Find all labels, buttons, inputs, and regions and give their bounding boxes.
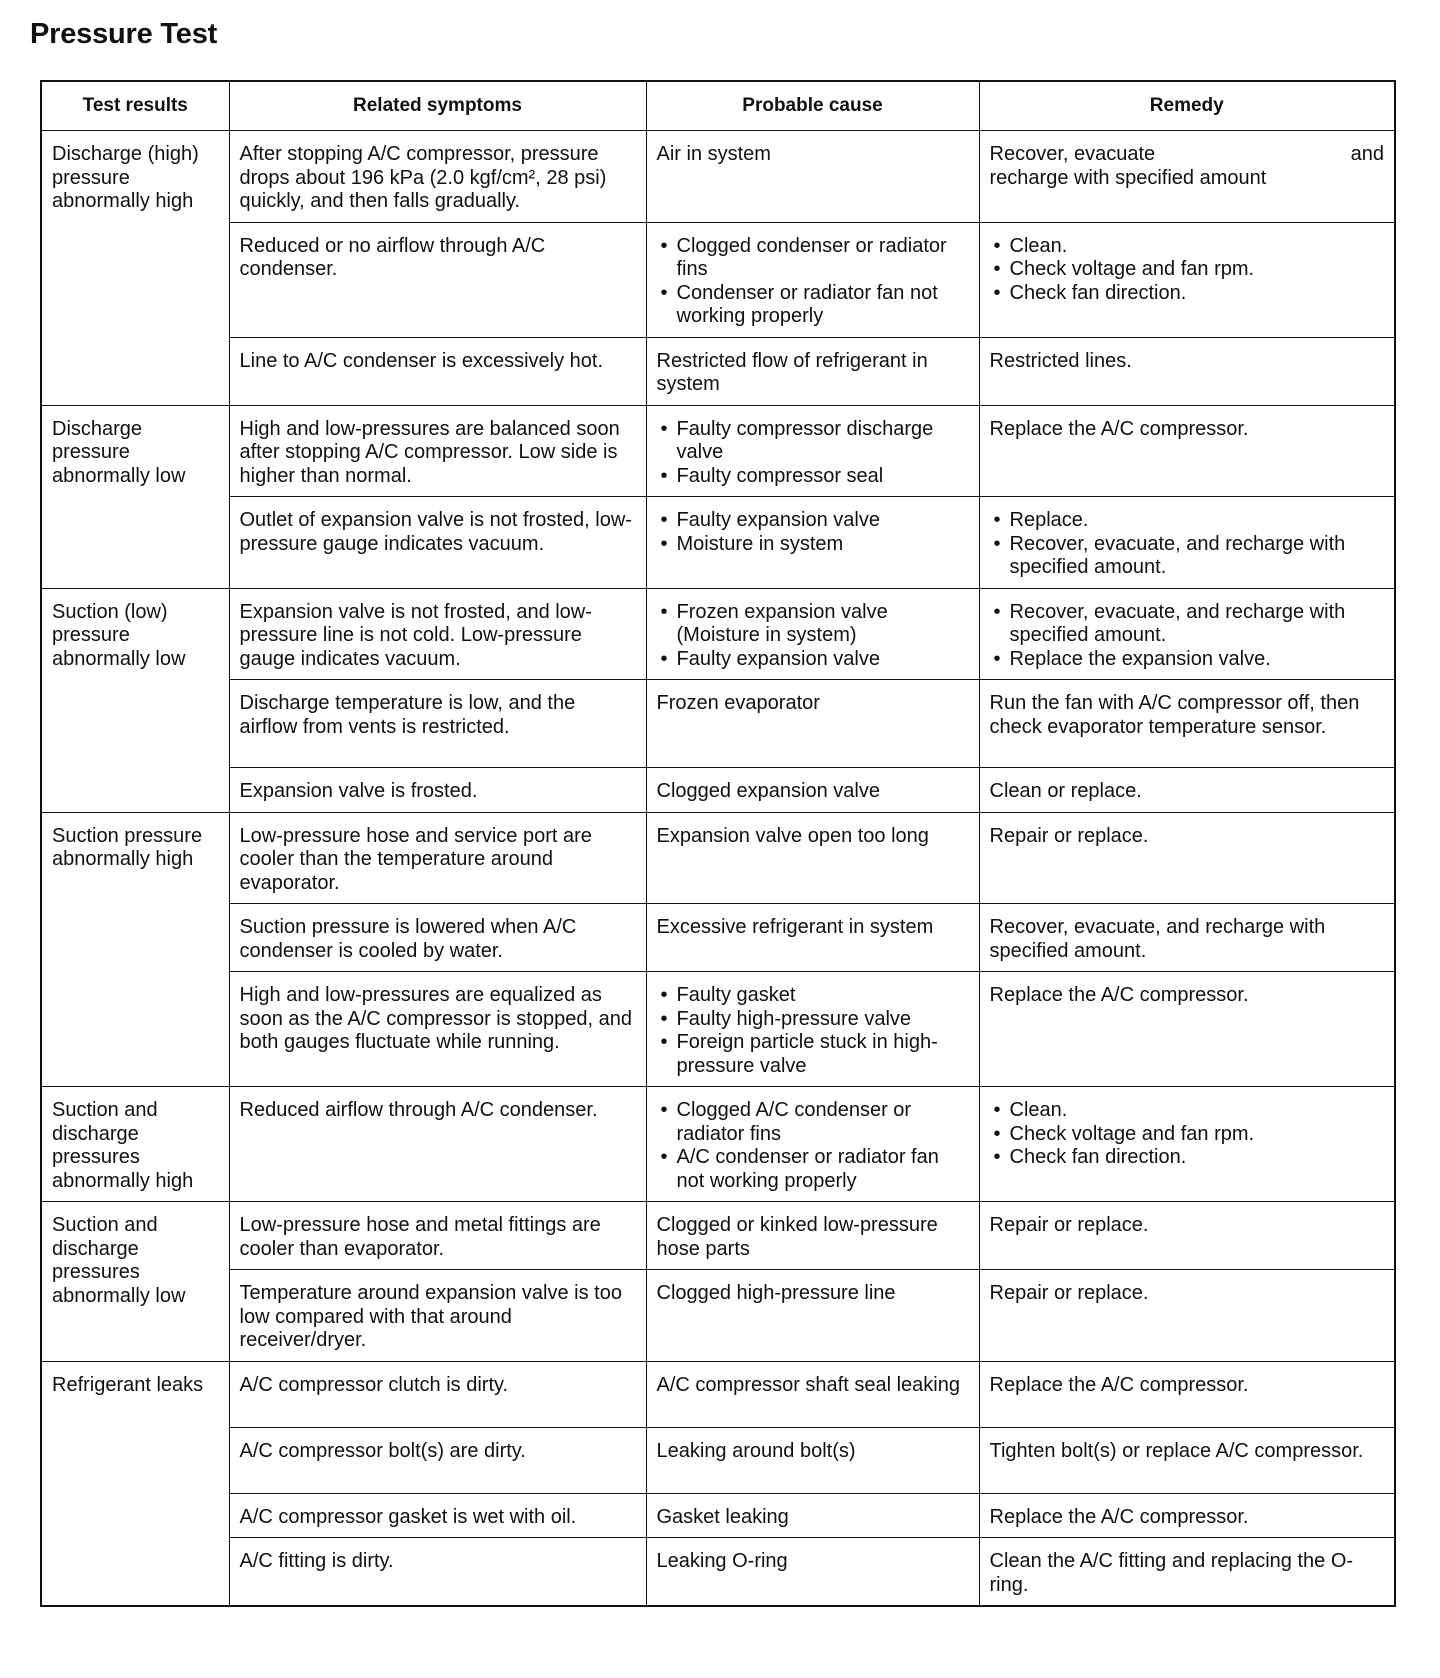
symptom-cell: Line to A/C condenser is excessively hot. bbox=[229, 337, 646, 405]
header-probable-cause: Probable cause bbox=[646, 81, 979, 131]
cause-list bbox=[657, 235, 969, 329]
test-result-cell: Suction (low) pressure abnormally low bbox=[41, 588, 229, 812]
cause-list bbox=[657, 1099, 969, 1193]
remedy-cell: Repair or replace. bbox=[979, 1270, 1395, 1362]
cause-cell bbox=[646, 972, 979, 1087]
remedy-cell: Repair or replace. bbox=[979, 1202, 1395, 1270]
remedy-cell bbox=[979, 497, 1395, 589]
table-row bbox=[41, 1493, 1395, 1538]
remedy-list bbox=[990, 509, 1385, 580]
list-item: • Faulty compressor seal bbox=[657, 465, 969, 489]
remedy-cell bbox=[979, 131, 1395, 223]
symptom-cell: Low-pressure hose and service port are cooler than the temperature around evaporator. bbox=[229, 812, 646, 904]
cause-cell: Excessive refrigerant in system bbox=[646, 904, 979, 972]
table-row bbox=[41, 131, 1395, 223]
remedy-cell bbox=[979, 588, 1395, 680]
list-item: • Clogged A/C condenser or radiator fins bbox=[657, 1099, 969, 1146]
symptom-cell: Outlet of expansion valve is not frosted, low-pressure gauge indicates vacuum. bbox=[229, 497, 646, 589]
table-row bbox=[41, 1202, 1395, 1270]
remedy-cell: Run the fan with A/C compressor off, then check evaporator temperature sensor. bbox=[979, 680, 1395, 768]
cause-cell bbox=[646, 405, 979, 497]
table-row bbox=[41, 972, 1395, 1087]
remedy-cell: Recover, evacuate, and recharge with specified amount. bbox=[979, 904, 1395, 972]
cause-cell: Gasket leaking bbox=[646, 1493, 979, 1538]
remedy-cell: Clean the A/C fitting and replacing the O-ring. bbox=[979, 1538, 1395, 1607]
pressure-test-table bbox=[40, 80, 1396, 1607]
list-item: • Faulty expansion valve bbox=[657, 509, 969, 533]
remedy-list bbox=[990, 235, 1385, 306]
list-item: • Clean. bbox=[990, 1099, 1385, 1123]
cause-list bbox=[657, 601, 969, 672]
remedy-cell: Tighten bolt(s) or replace A/C compressor. bbox=[979, 1427, 1395, 1493]
list-item: • Check fan direction. bbox=[990, 1146, 1385, 1170]
list-item: • Faulty gasket bbox=[657, 984, 969, 1008]
list-item: • A/C condenser or radiator fan not working properly bbox=[657, 1146, 969, 1193]
list-item: • Check voltage and fan rpm. bbox=[990, 258, 1385, 282]
symptom-cell: Reduced or no airflow through A/C condenser. bbox=[229, 222, 646, 337]
cause-cell: Expansion valve open too long bbox=[646, 812, 979, 904]
remedy-line bbox=[990, 143, 1385, 167]
symptom-cell: A/C fitting is dirty. bbox=[229, 1538, 646, 1607]
header-related-symptoms: Related symptoms bbox=[229, 81, 646, 131]
table-row bbox=[41, 222, 1395, 337]
table-row bbox=[41, 1087, 1395, 1202]
test-result-cell: Refrigerant leaks bbox=[41, 1361, 229, 1606]
symptom-cell: Suction pressure is lowered when A/C condenser is cooled by water. bbox=[229, 904, 646, 972]
cause-cell: Clogged high-pressure line bbox=[646, 1270, 979, 1362]
table-row bbox=[41, 904, 1395, 972]
remedy-cell: Clean or replace. bbox=[979, 768, 1395, 813]
cause-list bbox=[657, 418, 969, 489]
remedy-cell: Repair or replace. bbox=[979, 812, 1395, 904]
list-item: • Recover, evacuate, and recharge with specified amount. bbox=[990, 533, 1385, 580]
list-item: • Clean. bbox=[990, 235, 1385, 259]
table-row bbox=[41, 812, 1395, 904]
symptom-cell: Temperature around expansion valve is too low compared with that around receiver/dryer. bbox=[229, 1270, 646, 1362]
cause-list bbox=[657, 509, 969, 556]
remedy-cell: Replace the A/C compressor. bbox=[979, 1493, 1395, 1538]
cause-cell bbox=[646, 588, 979, 680]
table-row bbox=[41, 497, 1395, 589]
symptom-cell: Expansion valve is frosted. bbox=[229, 768, 646, 813]
page-title: Pressure Test bbox=[30, 18, 218, 50]
remedy-text: Recover, evacuate bbox=[989, 143, 1156, 165]
list-item: • Replace the expansion valve. bbox=[990, 648, 1385, 672]
cause-cell: Restricted flow of refrigerant in system bbox=[646, 337, 979, 405]
remedy-cell: Restricted lines. bbox=[979, 337, 1395, 405]
symptom-cell: Reduced airflow through A/C condenser. bbox=[229, 1087, 646, 1202]
table-row bbox=[41, 405, 1395, 497]
symptom-cell: After stopping A/C compressor, pressure drops about 196 kPa (2.0 kgf/cm², 28 psi) quickly, and then falls gradually. bbox=[229, 131, 646, 223]
cause-cell: Frozen evaporator bbox=[646, 680, 979, 768]
list-item: • Check fan direction. bbox=[990, 282, 1385, 306]
list-item: • Faulty compressor discharge valve bbox=[657, 418, 969, 465]
symptom-cell: A/C compressor gasket is wet with oil. bbox=[229, 1493, 646, 1538]
table-row bbox=[41, 768, 1395, 813]
symptom-cell: Expansion valve is not frosted, and low-pressure line is not cold. Low-pressure gauge indicates vacuum. bbox=[229, 588, 646, 680]
test-result-cell: Discharge (high) pressure abnormally high bbox=[41, 131, 229, 406]
cause-cell bbox=[646, 1087, 979, 1202]
remedy-text: and bbox=[1350, 143, 1384, 165]
cause-cell: Clogged expansion valve bbox=[646, 768, 979, 813]
test-result-cell: Suction and discharge pressures abnormally high bbox=[41, 1087, 229, 1202]
list-item: • Recover, evacuate, and recharge with specified amount. bbox=[990, 601, 1385, 648]
cause-cell: Air in system bbox=[646, 131, 979, 223]
test-result-cell: Suction and discharge pressures abnormally low bbox=[41, 1202, 229, 1362]
cause-cell bbox=[646, 222, 979, 337]
cause-cell: A/C compressor shaft seal leaking bbox=[646, 1361, 979, 1427]
remedy-list bbox=[990, 601, 1385, 672]
remedy-cell: Replace the A/C compressor. bbox=[979, 1361, 1395, 1427]
symptom-cell: Discharge temperature is low, and the airflow from vents is restricted. bbox=[229, 680, 646, 768]
list-item: • Faulty expansion valve bbox=[657, 648, 969, 672]
test-result-cell: Discharge pressure abnormally low bbox=[41, 405, 229, 588]
symptom-cell: Low-pressure hose and metal fittings are cooler than evaporator. bbox=[229, 1202, 646, 1270]
header-row bbox=[41, 81, 1395, 131]
table-header bbox=[41, 81, 1395, 131]
remedy-cell bbox=[979, 222, 1395, 337]
table-row bbox=[41, 588, 1395, 680]
remedy-text: recharge with specified amount bbox=[989, 166, 1267, 189]
remedy-cell: Replace the A/C compressor. bbox=[979, 405, 1395, 497]
symptom-cell: A/C compressor bolt(s) are dirty. bbox=[229, 1427, 646, 1493]
list-item: • Clogged condenser or radiator fins bbox=[657, 235, 969, 282]
table-row bbox=[41, 1270, 1395, 1362]
list-item: • Replace. bbox=[990, 509, 1385, 533]
table-row bbox=[41, 680, 1395, 768]
table-row bbox=[41, 1538, 1395, 1607]
header-remedy: Remedy bbox=[979, 81, 1395, 131]
table-body bbox=[41, 131, 1395, 1607]
list-item: • Frozen expansion valve (Moisture in system) bbox=[657, 601, 969, 648]
table-row bbox=[41, 1427, 1395, 1493]
list-item: • Condenser or radiator fan not working properly bbox=[657, 282, 969, 329]
list-item: • Faulty high-pressure valve bbox=[657, 1008, 969, 1032]
symptom-cell: High and low-pressures are equalized as soon as the A/C compressor is stopped, and both gauges fluctuate while running. bbox=[229, 972, 646, 1087]
header-test-results: Test results bbox=[41, 81, 229, 131]
test-result-cell: Suction pressure abnormally high bbox=[41, 812, 229, 1087]
list-item: • Check voltage and fan rpm. bbox=[990, 1123, 1385, 1147]
cause-list bbox=[657, 984, 969, 1078]
list-item: • Foreign particle stuck in high-pressure valve bbox=[657, 1031, 969, 1078]
cause-cell: Clogged or kinked low-pressure hose parts bbox=[646, 1202, 979, 1270]
remedy-list bbox=[990, 1099, 1385, 1170]
symptom-cell: High and low-pressures are balanced soon after stopping A/C compressor. Low side is higher than normal. bbox=[229, 405, 646, 497]
remedy-cell bbox=[979, 1087, 1395, 1202]
cause-cell bbox=[646, 497, 979, 589]
table-row bbox=[41, 337, 1395, 405]
symptom-cell: A/C compressor clutch is dirty. bbox=[229, 1361, 646, 1427]
remedy-cell: Replace the A/C compressor. bbox=[979, 972, 1395, 1087]
cause-cell: Leaking O-ring bbox=[646, 1538, 979, 1607]
table-row bbox=[41, 1361, 1395, 1427]
cause-cell: Leaking around bolt(s) bbox=[646, 1427, 979, 1493]
list-item: • Moisture in system bbox=[657, 533, 969, 557]
